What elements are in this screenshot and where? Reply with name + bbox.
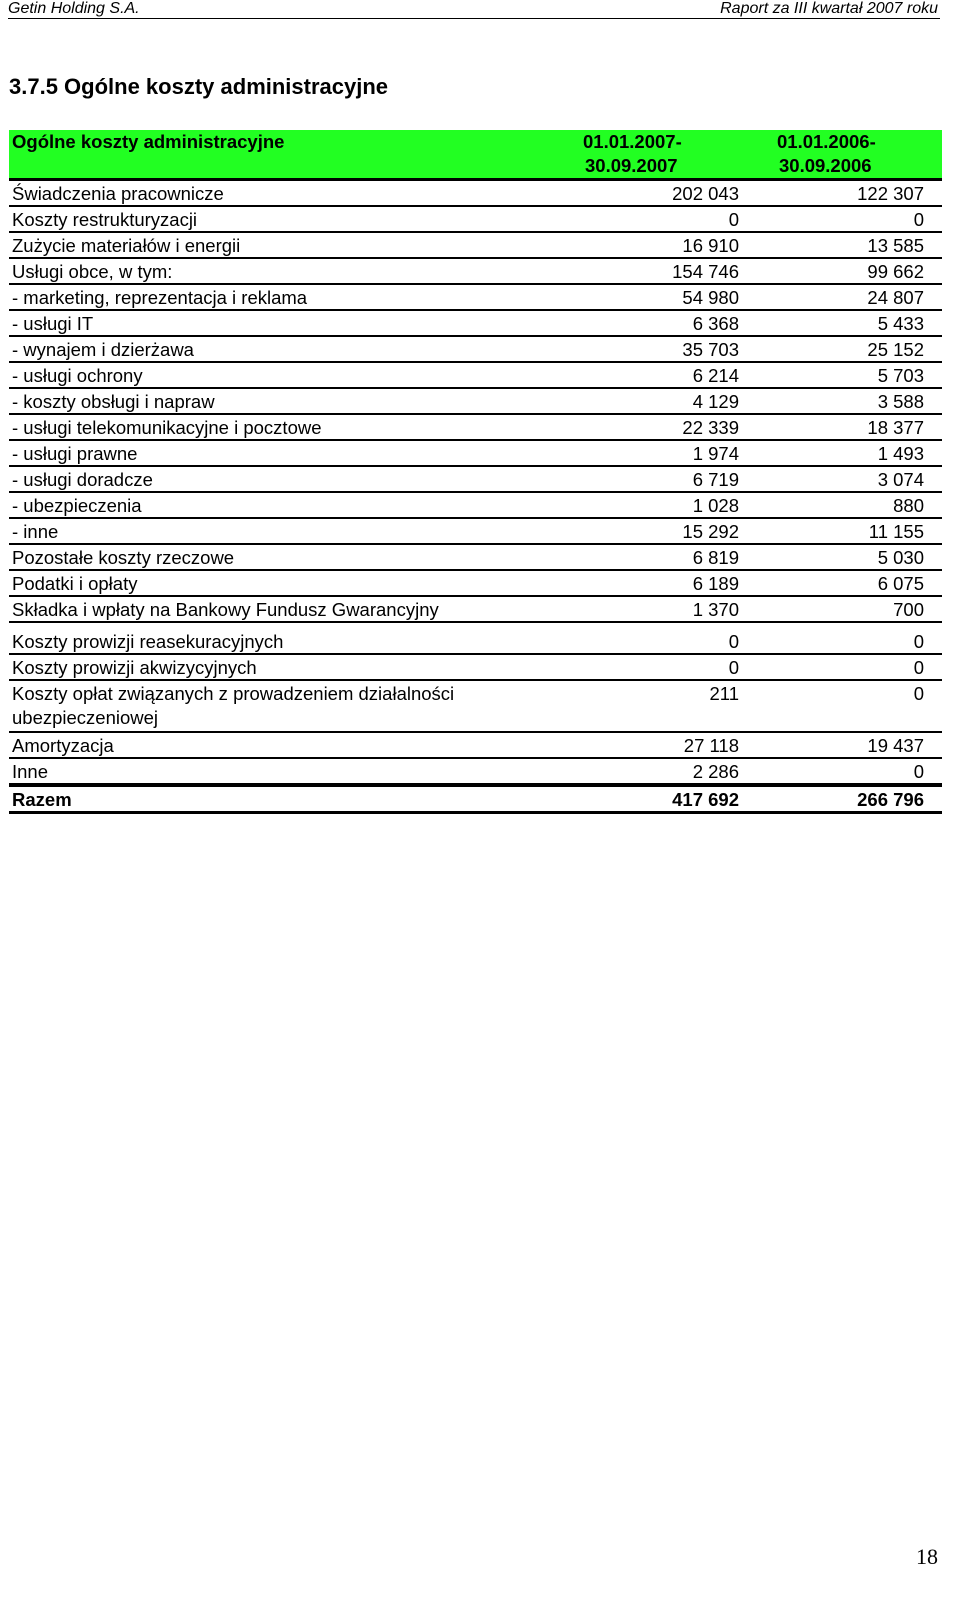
table-row xyxy=(9,233,942,259)
row-value-2007: 1 028 xyxy=(692,495,739,516)
table-row xyxy=(9,733,942,759)
row-value-2006: 0 xyxy=(913,209,924,230)
row-value-2007: 6 368 xyxy=(692,313,739,334)
row-value-2007: 2 286 xyxy=(692,761,739,782)
table-row xyxy=(9,759,942,785)
row-value-2007: 1 370 xyxy=(692,599,739,620)
row-value-2007: 22 339 xyxy=(682,417,739,438)
row-label: Zużycie materiałów i energii xyxy=(12,235,241,256)
row-label: Amortyzacja xyxy=(12,735,114,756)
table-row xyxy=(9,681,942,733)
row-value-2007: 35 703 xyxy=(682,339,739,360)
row-value-2007: 16 910 xyxy=(682,235,739,256)
row-value-2006: 5 030 xyxy=(877,547,924,568)
section-title: 3.7.5 Ogólne koszty administracyjne xyxy=(9,74,389,99)
total-value-2006: 266 796 xyxy=(857,789,924,810)
row-value-2006: 24 807 xyxy=(867,287,924,308)
row-label: Świadczenia pracownicze xyxy=(12,183,224,204)
table-row xyxy=(9,285,942,311)
row-label: Podatki i opłaty xyxy=(12,573,138,594)
row-value-2006: 880 xyxy=(893,495,924,516)
row-value-2007: 6 719 xyxy=(692,469,739,490)
header-col-2006 xyxy=(777,130,887,178)
table-row xyxy=(9,467,942,493)
row-label: - wynajem i dzierżawa xyxy=(12,339,194,360)
row-label: - usługi IT xyxy=(12,313,94,334)
table-row xyxy=(9,207,942,233)
row-value-2006: 13 585 xyxy=(867,235,924,256)
row-label: - usługi prawne xyxy=(12,443,138,464)
row-value-2007: 6 214 xyxy=(692,365,739,386)
row-value-2007: 211 xyxy=(709,683,739,704)
table-row xyxy=(9,311,942,337)
header-col-2007-end: 30.09.2007 xyxy=(585,155,678,176)
row-value-2006: 1 493 xyxy=(877,443,924,464)
row-value-2007: 6 819 xyxy=(692,547,739,568)
row-value-2007: 202 043 xyxy=(672,183,739,204)
row-value-2006: 99 662 xyxy=(867,261,924,282)
row-value-2007: 15 292 xyxy=(682,521,739,542)
table-header xyxy=(9,130,942,181)
table-row xyxy=(9,337,942,363)
row-value-2006: 3 588 xyxy=(877,391,924,412)
table-row xyxy=(9,389,942,415)
row-value-2006: 11 155 xyxy=(868,521,924,542)
row-label: Składka i wpłaty na Bankowy Fundusz Gwarancyjny xyxy=(12,599,439,620)
row-value-2006: 19 437 xyxy=(867,735,924,756)
row-value-2006: 0 xyxy=(913,761,924,782)
row-value-2006: 6 075 xyxy=(877,573,924,594)
table-row xyxy=(9,181,942,207)
row-value-2007: 0 xyxy=(728,657,739,678)
row-value-2006: 5 433 xyxy=(877,313,924,334)
row-label: Koszty opłat związanych z prowadzeniem działalności ubezpieczeniowej xyxy=(12,683,455,728)
table-row xyxy=(9,571,942,597)
table-row xyxy=(9,597,942,623)
table-row xyxy=(9,415,942,441)
company-name: Getin Holding S.A. xyxy=(8,0,140,17)
table-row xyxy=(9,259,942,285)
row-value-2007: 27 118 xyxy=(683,735,739,756)
row-value-2007: 0 xyxy=(728,209,739,230)
row-label: - koszty obsługi i napraw xyxy=(12,391,215,412)
row-label: Koszty restrukturyzacji xyxy=(12,209,198,230)
admin-costs-table xyxy=(9,130,942,814)
total-label: Razem xyxy=(12,789,72,810)
row-label: Pozostałe koszty rzeczowe xyxy=(12,547,235,568)
header-col-2007-start: 01.01.2007- xyxy=(583,131,682,152)
row-value-2006: 5 703 xyxy=(877,365,924,386)
total-value-2007: 417 692 xyxy=(672,789,739,810)
table-row xyxy=(9,363,942,389)
row-value-2006: 18 377 xyxy=(867,417,924,438)
row-value-2007: 154 746 xyxy=(672,261,739,282)
row-label: - usługi ochrony xyxy=(12,365,143,386)
row-label: Koszty prowizji akwizycyjnych xyxy=(12,657,257,678)
header-col-2006-end: 30.09.2006 xyxy=(779,155,872,176)
table-row xyxy=(9,655,942,681)
page-header xyxy=(8,0,960,18)
row-label: - ubezpieczenia xyxy=(12,495,142,516)
row-label: Koszty prowizji reasekuracyjnych xyxy=(12,631,284,652)
row-label: - usługi doradcze xyxy=(12,469,153,490)
row-value-2007: 6 189 xyxy=(692,573,739,594)
row-value-2006: 122 307 xyxy=(857,183,924,204)
header-col-2007 xyxy=(583,130,693,178)
table-row xyxy=(9,629,942,655)
row-value-2007: 0 xyxy=(728,631,739,652)
row-value-2007: 4 129 xyxy=(692,391,739,412)
row-value-2006: 25 152 xyxy=(867,339,924,360)
table-row xyxy=(9,493,942,519)
table-row xyxy=(9,441,942,467)
table-row xyxy=(9,519,942,545)
row-label: Usługi obce, w tym: xyxy=(12,261,173,282)
report-title: Raport za III kwartał 2007 roku xyxy=(720,0,938,17)
row-label: - marketing, reprezentacja i reklama xyxy=(12,287,308,308)
row-value-2006: 0 xyxy=(913,657,924,678)
header-rule xyxy=(8,18,940,19)
row-value-2007: 54 980 xyxy=(682,287,739,308)
row-value-2006: 0 xyxy=(913,631,924,652)
header-col-2006-start: 01.01.2006- xyxy=(777,131,876,152)
row-value-2006: 3 074 xyxy=(877,469,924,490)
row-label: - usługi telekomunikacyjne i pocztowe xyxy=(12,417,322,438)
row-label: - inne xyxy=(12,521,59,542)
row-value-2006: 0 xyxy=(913,683,924,704)
header-label: Ogólne koszty administracyjne xyxy=(12,131,285,152)
table-row xyxy=(9,545,942,571)
row-value-2007: 1 974 xyxy=(692,443,739,464)
page-number: 18 xyxy=(916,1544,938,1569)
total-row xyxy=(9,785,942,814)
row-value-2006: 700 xyxy=(893,599,924,620)
row-label: Inne xyxy=(12,761,49,782)
